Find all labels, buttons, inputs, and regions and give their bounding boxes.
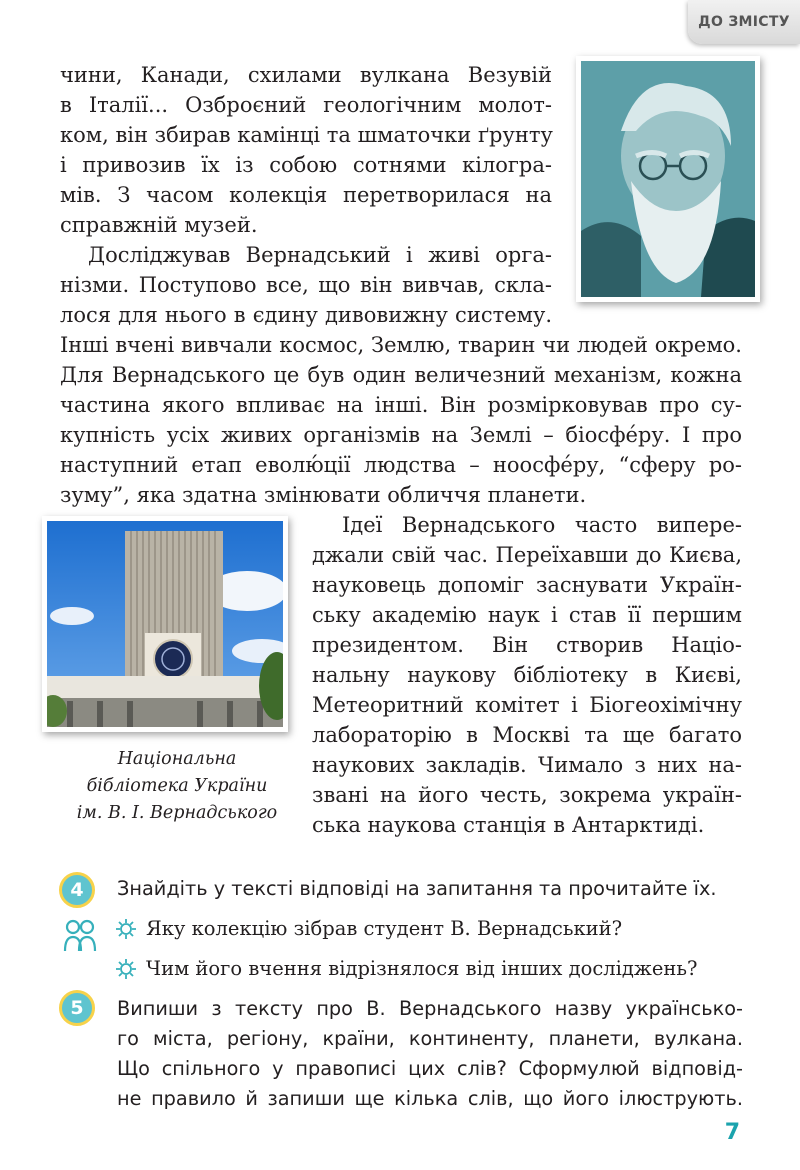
vernadsky-portrait-image xyxy=(581,61,755,297)
text-line: і привозив їх із собою сотнями кілогра- xyxy=(60,153,552,177)
gear-bullet-icon xyxy=(115,918,137,940)
text-line: звані на його честь, зокрема україн- xyxy=(312,783,742,807)
text-line: науковець допоміг заснувати Україн- xyxy=(312,573,742,597)
contents-link[interactable]: ДО ЗМІСТУ xyxy=(688,0,800,44)
text-line: ська наукова станція в Антарктиді. xyxy=(312,813,705,837)
task-instruction-line: Що спільного у правописі цих слів? Сформулюй відповід- xyxy=(117,1057,743,1080)
page-number: 7 xyxy=(724,1120,740,1145)
text-line: наступний етап еволю́ції людства – ноосфе́ру, “сферу ро- xyxy=(60,453,742,477)
text-line: нальну наукову бібліотеку в Києві, xyxy=(312,663,742,687)
library-photo xyxy=(42,516,288,732)
portrait-photo xyxy=(576,56,760,302)
question-item: Яку колекцію зібрав студент В. Вернадський? xyxy=(146,917,623,940)
text-line: Для Вернадського це був один величезний механізм, кожна xyxy=(60,363,742,387)
text-line: зуму”, яка здатна змінювати обличчя планети. xyxy=(60,483,587,507)
text-line: ську академію наук і став її першим xyxy=(312,603,742,627)
text-line: лося для нього в єдину дивовижну систему. xyxy=(60,303,552,327)
text-line: Ідеї Вернадського часто випере- xyxy=(342,513,742,537)
text-line: Інші вчені вивчали космос, Землю, тварин чи людей окремо. xyxy=(60,333,742,357)
text-line: купність усіх живих організмів на Землі – біосфе́ру. І про xyxy=(60,423,742,447)
text-line: наукових закладів. Чимало з них на- xyxy=(312,753,742,777)
question-item: Чим його вчення відрізнялося від інших досліджень? xyxy=(146,957,698,980)
gear-bullet-icon xyxy=(115,958,137,980)
caption-line: ім. В. І. Вернадського xyxy=(76,803,278,823)
task-instruction-line: Випиши з тексту про В. Вернадського назву українсько- xyxy=(117,997,743,1020)
text-line: в Італії... Озброєний геологічним молот- xyxy=(60,93,552,117)
task-instruction-line: го міста, регіону, країни, континенту, планети, вулкана. xyxy=(117,1027,743,1050)
library-building-image xyxy=(47,521,283,727)
text-line: мів. З часом колекція перетворилася на xyxy=(60,183,552,207)
text-line: лабораторію в Москві та ще багато xyxy=(312,723,742,747)
text-line: джали свій час. Переїхавши до Києва, xyxy=(312,543,742,567)
text-line: президентом. Він створив Націо- xyxy=(312,633,742,657)
task-instruction-line: не правило й запиши ще кілька слів, що його ілюструють. xyxy=(117,1087,743,1110)
task-number-badge: 4 xyxy=(59,872,95,908)
pair-work-icon xyxy=(62,917,98,955)
task-instruction: Знайдіть у тексті відповіді на запитання та прочитайте їх. xyxy=(117,877,717,900)
caption-line: бібліотека України xyxy=(86,776,268,796)
text-line: нізми. Поступово все, що він вивчав, скла- xyxy=(60,273,552,297)
text-line: чини, Канади, схилами вулкана Везувій xyxy=(60,63,552,87)
text-line: Досліджував Вернадський і живі орга- xyxy=(88,243,552,267)
task-number-badge: 5 xyxy=(59,990,95,1026)
text-line: Метеоритний комітет і Біогеохімічну xyxy=(312,693,742,717)
text-line: ком, він збирав камінці та шматочки ґрунту xyxy=(60,123,553,147)
text-line: частина якого впливає на інші. Він розмірковував про су- xyxy=(60,393,742,417)
text-line: справжній музей. xyxy=(60,213,258,237)
caption-line: Національна xyxy=(117,749,237,769)
